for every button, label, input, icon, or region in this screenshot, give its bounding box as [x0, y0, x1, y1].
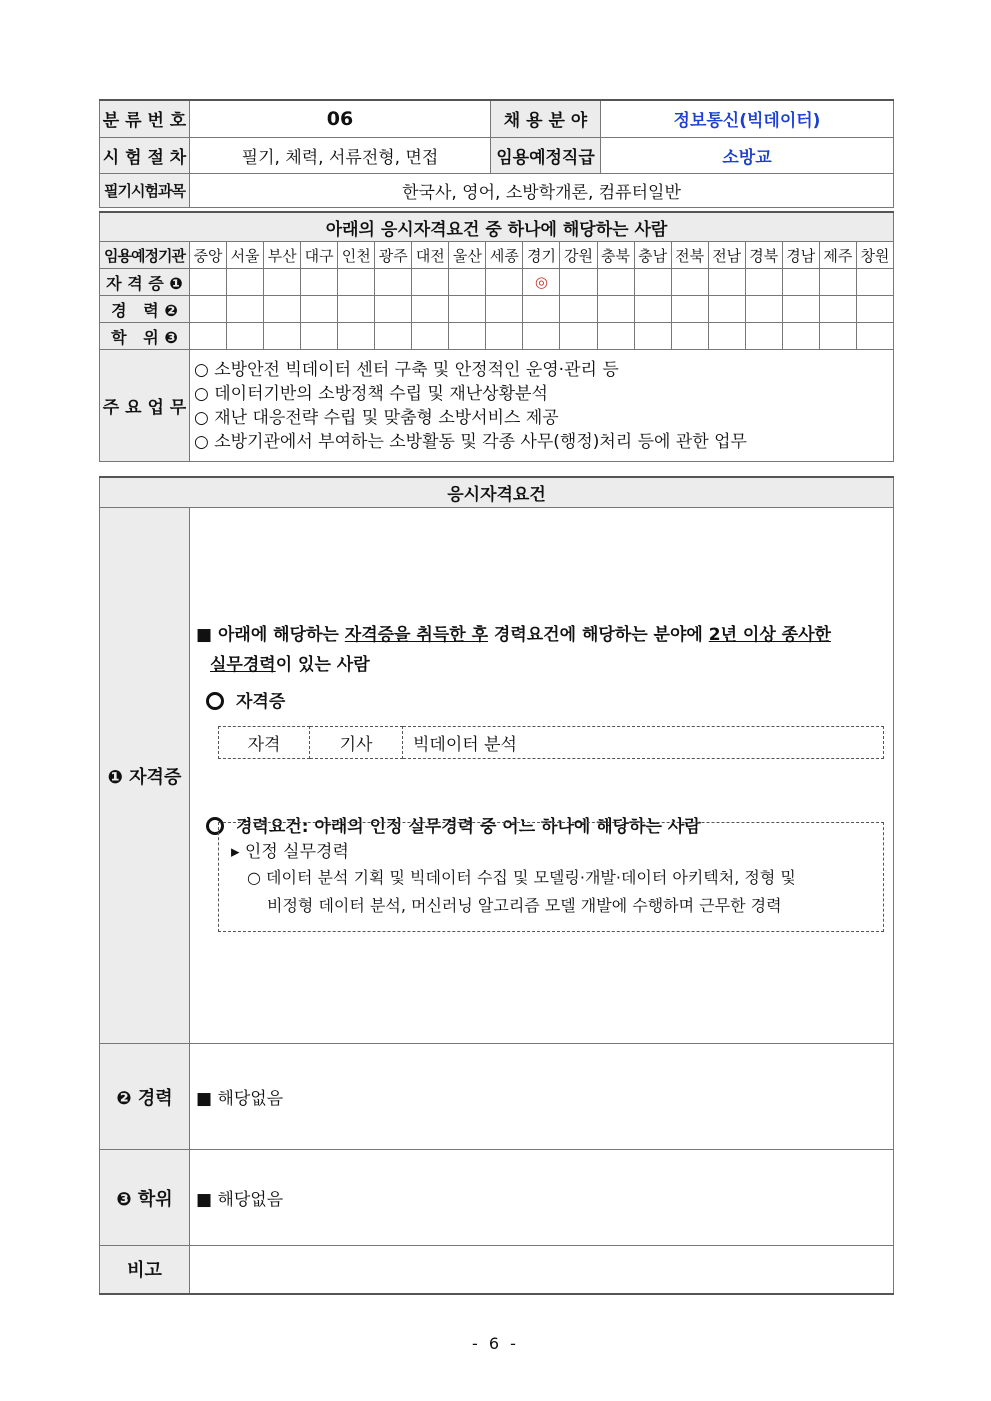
mark-cell	[634, 296, 671, 323]
procedure-value: 필기, 체력, 서류전형, 면접	[190, 137, 491, 173]
mark-cell	[486, 323, 523, 350]
rank-value: 소방교	[601, 137, 894, 173]
org-name: 세종	[486, 242, 523, 269]
mark-cell	[782, 323, 819, 350]
degree-section	[100, 1150, 894, 1246]
org-label: 임용예정기관	[100, 242, 190, 269]
org-name: 울산	[449, 242, 486, 269]
circle-icon	[206, 692, 224, 710]
mark-cell	[856, 296, 893, 323]
org-name: 전북	[671, 242, 708, 269]
mark-cell	[634, 323, 671, 350]
career-section-value: ■ 해당없음	[190, 1044, 894, 1150]
duty-item: ○ 데이터기반의 소방정책 수립 및 재난상황분석	[194, 383, 548, 404]
duty-item: ○ 소방안전 빅데이터 센터 구축 및 안정적인 운영·관리 등	[194, 359, 619, 380]
cert-row-label: 자 격 증 ❶	[100, 269, 190, 296]
mark-cell	[819, 323, 856, 350]
mark-cell	[264, 296, 301, 323]
duty-item: ○ 재난 대응전략 수립 및 맞춤형 소방서비스 제공	[194, 407, 559, 428]
mark-cell	[819, 296, 856, 323]
text-span: 경력요건에 해당하는 분야에	[488, 625, 709, 645]
org-name: 서울	[227, 242, 264, 269]
degree-row-label: 학 위 ❸	[100, 323, 190, 350]
subjects-label: 필기시험과목	[100, 173, 190, 207]
career-box	[218, 822, 884, 932]
mark-cell	[745, 323, 782, 350]
eligibility-title: 아래의 응시자격요건 중 하나에 해당하는 사람	[100, 212, 894, 242]
mark-cell	[227, 296, 264, 323]
org-name: 전남	[708, 242, 745, 269]
class-no-value: 06	[190, 100, 491, 137]
mark-cell	[597, 296, 634, 323]
degree-row	[100, 323, 894, 350]
mark-cell	[856, 269, 893, 296]
career-heading-text: 경력요건: 아래의 인정 실무경력 중 어느 하나에 해당하는 사람	[236, 817, 701, 837]
mark-cell	[190, 323, 227, 350]
remarks-value	[190, 1246, 894, 1294]
text-span: 이 있는 사람	[275, 655, 370, 675]
org-name: 충남	[634, 242, 671, 269]
org-name: 광주	[375, 242, 412, 269]
mark-cell-gyeonggi: ◎	[523, 269, 560, 296]
mark-cell	[671, 323, 708, 350]
remarks-section	[100, 1246, 894, 1294]
subjects-value: 한국사, 영어, 소방학개론, 컴퓨터일반	[190, 173, 894, 207]
cert-section-body	[190, 508, 894, 1044]
duty-item: ○ 소방기관에서 부여하는 소방활동 및 각종 사무(행정)처리 등에 관한 업무	[194, 431, 747, 452]
career-section	[100, 1044, 894, 1150]
cert-intro-line2	[210, 650, 370, 675]
text-span: ■ 아래에 해당하는	[196, 625, 345, 645]
mark-cell	[190, 269, 227, 296]
career-box-line2: 비정형 데이터 분석, 머신러닝 알고리즘 모델 개발에 수행하며 근무한 경력	[267, 896, 782, 915]
mark-cell	[560, 296, 597, 323]
org-name: 충북	[597, 242, 634, 269]
mark-cell	[338, 323, 375, 350]
career-row-label: 경 력 ❷	[100, 296, 190, 323]
org-name: 창원	[856, 242, 893, 269]
mark-cell	[523, 323, 560, 350]
career-section-label: ❷ 경력	[100, 1044, 190, 1150]
mark-cell	[819, 269, 856, 296]
underlined-text: 실무경력	[210, 655, 276, 675]
cert-section-label: ❶ 자격증	[100, 508, 190, 1044]
mark-cell	[597, 269, 634, 296]
remarks-label: 비고	[100, 1246, 190, 1294]
org-name: 경남	[782, 242, 819, 269]
mark-cell	[856, 323, 893, 350]
mark-cell	[301, 296, 338, 323]
mark-cell	[412, 296, 449, 323]
org-name: 경북	[745, 242, 782, 269]
cert-heading-text: 자격증	[236, 692, 286, 712]
org-name: 인천	[338, 242, 375, 269]
underlined-text: 자격증을 취득한 후	[344, 625, 488, 645]
mark-cell	[227, 269, 264, 296]
mark-cell	[745, 269, 782, 296]
cert-row	[100, 269, 894, 296]
mark-cell	[449, 269, 486, 296]
requirements-table	[99, 476, 894, 1295]
mark-cell	[486, 296, 523, 323]
field-label: 채 용 분 야	[491, 100, 601, 137]
mark-cell	[634, 269, 671, 296]
mark-cell	[449, 323, 486, 350]
org-name: 강원	[560, 242, 597, 269]
rank-label: 임용예정직급	[491, 137, 601, 173]
mark-cell	[375, 296, 412, 323]
info-table	[99, 99, 894, 208]
requirements-title: 응시자격요건	[100, 477, 894, 508]
cert-intro-line1	[196, 620, 831, 645]
mark-cell	[301, 323, 338, 350]
eligibility-table	[99, 211, 894, 462]
cert-section	[100, 508, 894, 1044]
mark-cell	[338, 269, 375, 296]
career-box-title: ▸ 인정 실무경력	[231, 842, 349, 862]
cert-name: 빅데이터 분석	[403, 727, 884, 759]
mark-cell	[375, 323, 412, 350]
org-name: 경기	[523, 242, 560, 269]
page-number: - 6 -	[472, 1334, 519, 1353]
org-name: 제주	[819, 242, 856, 269]
mark-cell	[449, 296, 486, 323]
org-row	[100, 242, 894, 269]
mark-cell	[745, 296, 782, 323]
duties-row	[100, 350, 894, 462]
class-no-label: 분 류 번 호	[100, 100, 190, 137]
mark-cell	[190, 296, 227, 323]
mark-cell	[782, 269, 819, 296]
mark-cell	[412, 323, 449, 350]
mark-cell	[560, 323, 597, 350]
mark-cell	[782, 296, 819, 323]
mark-cell	[375, 269, 412, 296]
duties-label: 주 요 업 무	[100, 350, 190, 462]
org-name: 부산	[264, 242, 301, 269]
mark-cell	[708, 269, 745, 296]
degree-section-value: ■ 해당없음	[190, 1150, 894, 1246]
career-box-line1: ○ 데이터 분석 기획 및 빅데이터 수집 및 모델링·개발·데이터 아키텍처, 정형 및	[247, 868, 796, 887]
mark-cell	[264, 323, 301, 350]
org-name: 대구	[301, 242, 338, 269]
duties-list	[190, 350, 894, 462]
mark-cell	[523, 296, 560, 323]
mark-cell	[708, 296, 745, 323]
mark-cell	[264, 269, 301, 296]
mark-cell	[412, 269, 449, 296]
mark-cell	[671, 269, 708, 296]
mark-cell	[486, 269, 523, 296]
cert-box	[218, 726, 884, 759]
cert-type: 자격	[219, 727, 310, 759]
mark-cell	[301, 269, 338, 296]
mark-cell	[227, 323, 264, 350]
org-name: 대전	[412, 242, 449, 269]
underlined-text: 2년 이상 종사한	[708, 625, 831, 645]
mark-cell	[338, 296, 375, 323]
cert-heading	[206, 687, 285, 712]
field-value: 정보통신(빅데이터)	[601, 100, 894, 137]
mark-cell	[671, 296, 708, 323]
career-row	[100, 296, 894, 323]
org-name: 중앙	[190, 242, 227, 269]
mark-cell	[597, 323, 634, 350]
cert-grade: 기사	[310, 727, 403, 759]
degree-section-label: ❸ 학위	[100, 1150, 190, 1246]
procedure-label: 시 험 절 차	[100, 137, 190, 173]
mark-cell	[708, 323, 745, 350]
mark-cell	[560, 269, 597, 296]
